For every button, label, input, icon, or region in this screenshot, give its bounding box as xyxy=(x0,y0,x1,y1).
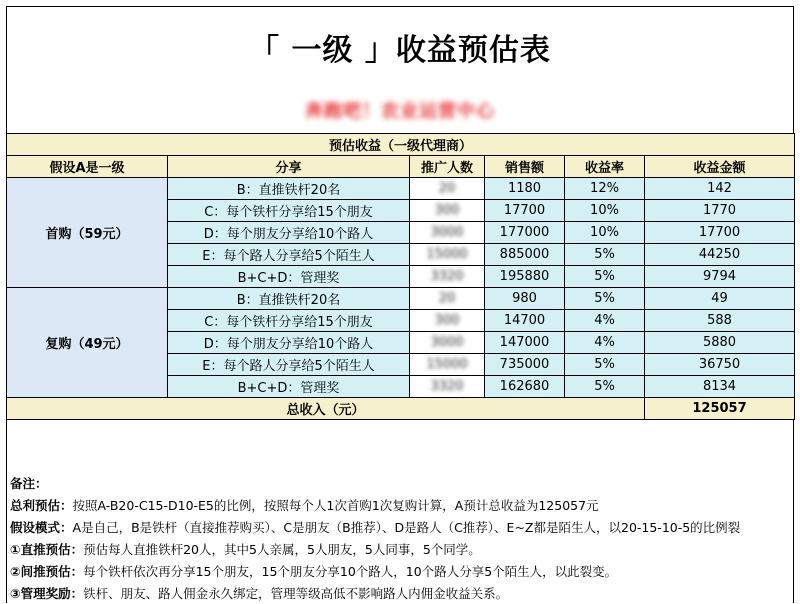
col-header-income: 收益金额 xyxy=(645,156,795,178)
rate-cell: 5% xyxy=(565,288,645,310)
promoters-cell xyxy=(410,288,485,310)
blurred-count: 3000 xyxy=(430,225,464,240)
sales-cell: 147000 xyxy=(485,332,565,354)
note-text: A是自己，B是铁杆（直接推荐购买）、C是朋友（B推荐）、D是路人（C推荐）、E~Z都是陌生人，以20-15-10-5的比例裂 xyxy=(72,520,741,535)
share-cell: E：每个路人分享给5个陌生人 xyxy=(168,244,410,266)
blurred-count: 3000 xyxy=(430,335,464,350)
income-cell: 5880 xyxy=(645,332,795,354)
group-label: 复购（49元） xyxy=(7,288,168,398)
rate-cell: 10% xyxy=(565,200,645,222)
blurred-count: 300 xyxy=(434,313,460,328)
share-cell: D：每个朋友分享给10个路人 xyxy=(168,332,410,354)
group-label: 首购（59元） xyxy=(7,178,168,288)
note-label: ③管理奖励： xyxy=(10,586,84,601)
rate-cell: 5% xyxy=(565,354,645,376)
share-cell: B+C+D：管理奖 xyxy=(168,376,410,398)
sales-cell: 17700 xyxy=(485,200,565,222)
col-header-share: 分享 xyxy=(168,156,410,178)
sales-cell: 735000 xyxy=(485,354,565,376)
income-cell: 17700 xyxy=(645,222,795,244)
sales-cell: 885000 xyxy=(485,244,565,266)
note-text: 铁杆、朋友、路人佣金永久绑定，管理等级高低不影响路人内佣金收益关系。 xyxy=(83,586,509,601)
col-header-rate: 收益率 xyxy=(565,156,645,178)
page-title: 「 一级 」收益预估表 xyxy=(249,33,551,68)
rate-cell: 10% xyxy=(565,222,645,244)
promoters-cell xyxy=(410,354,485,376)
share-cell: D：每个朋友分享给10个路人 xyxy=(168,222,410,244)
sales-cell: 1180 xyxy=(485,178,565,200)
subtitle-row xyxy=(7,87,793,133)
income-cell: 1770 xyxy=(645,200,795,222)
promoters-cell xyxy=(410,222,485,244)
promoters-cell xyxy=(410,332,485,354)
col-header-assume: 假设A是一级 xyxy=(7,156,168,178)
sales-cell: 980 xyxy=(485,288,565,310)
note-line xyxy=(7,583,793,604)
blurred-count: 15000 xyxy=(426,357,468,372)
note-text: 每个铁杆依次再分享15个朋友，15个朋友分享10个路人，10个路人分享5个陌生人，以此裂变。 xyxy=(83,564,618,579)
blurred-count: 15000 xyxy=(426,247,468,262)
note-line xyxy=(7,517,793,539)
note-label: ①直推预估： xyxy=(10,542,84,557)
promoters-cell xyxy=(410,376,485,398)
note-line xyxy=(7,539,793,561)
share-cell: B：直推铁杆20名 xyxy=(168,288,410,310)
note-label: 假设模式： xyxy=(10,520,73,535)
share-cell: E：每个路人分享给5个陌生人 xyxy=(168,354,410,376)
promoters-cell xyxy=(410,266,485,288)
rate-cell: 12% xyxy=(565,178,645,200)
total-value: 125057 xyxy=(645,398,795,420)
rate-cell: 5% xyxy=(565,244,645,266)
rate-cell: 4% xyxy=(565,310,645,332)
share-cell: B：直推铁杆20名 xyxy=(168,178,410,200)
spreadsheet xyxy=(6,6,794,603)
blurred-subtitle: 奔跑吧！农业运营中心 xyxy=(305,101,495,122)
note-label: 总利预估： xyxy=(10,498,73,513)
blurred-count: 300 xyxy=(434,203,460,218)
blurred-count: 3320 xyxy=(430,379,464,394)
total-row xyxy=(7,398,795,420)
income-cell: 8134 xyxy=(645,376,795,398)
sales-cell: 162680 xyxy=(485,376,565,398)
share-cell: B+C+D：管理奖 xyxy=(168,266,410,288)
rate-cell: 4% xyxy=(565,332,645,354)
share-cell: C：每个铁杆分享给15个朋友 xyxy=(168,310,410,332)
income-cell: 9794 xyxy=(645,266,795,288)
promoters-cell xyxy=(410,178,485,200)
sales-cell: 14700 xyxy=(485,310,565,332)
sales-cell: 195880 xyxy=(485,266,565,288)
table-row xyxy=(7,178,795,200)
note-line xyxy=(7,561,793,583)
total-label: 总收入（元） xyxy=(7,398,645,420)
rate-cell: 5% xyxy=(565,266,645,288)
income-cell: 36750 xyxy=(645,354,795,376)
blurred-count: 20 xyxy=(438,181,456,196)
promoters-cell xyxy=(410,244,485,266)
income-table xyxy=(6,133,795,420)
promoters-cell xyxy=(410,310,485,332)
promoters-cell xyxy=(410,200,485,222)
notes-heading: 备注： xyxy=(10,476,48,491)
rate-cell: 5% xyxy=(565,376,645,398)
note-line xyxy=(7,495,793,517)
col-header-sales: 销售额 xyxy=(485,156,565,178)
notes-section xyxy=(7,473,793,604)
income-cell: 588 xyxy=(645,310,795,332)
note-text: 预估每人直推铁杆20人，其中5人亲属，5人朋友，5人同事，5个同学。 xyxy=(83,542,481,557)
note-text: 按照A-B20-C15-D10-E5的比例，按照每个人1次首购1次复购计算，A预计总收益为125057元 xyxy=(72,498,599,513)
share-cell: C：每个铁杆分享给15个朋友 xyxy=(168,200,410,222)
income-cell: 44250 xyxy=(645,244,795,266)
blurred-count: 20 xyxy=(438,291,456,306)
blurred-count: 3320 xyxy=(430,269,464,284)
note-label: ②间推预估： xyxy=(10,564,84,579)
section-header-row xyxy=(7,134,795,156)
col-header-promoters: 推广人数 xyxy=(410,156,485,178)
income-cell: 49 xyxy=(645,288,795,310)
sales-cell: 177000 xyxy=(485,222,565,244)
income-cell: 142 xyxy=(645,178,795,200)
column-header-row xyxy=(7,156,795,178)
section-title: 预估收益（一级代理商） xyxy=(7,134,795,156)
table-row xyxy=(7,288,795,310)
